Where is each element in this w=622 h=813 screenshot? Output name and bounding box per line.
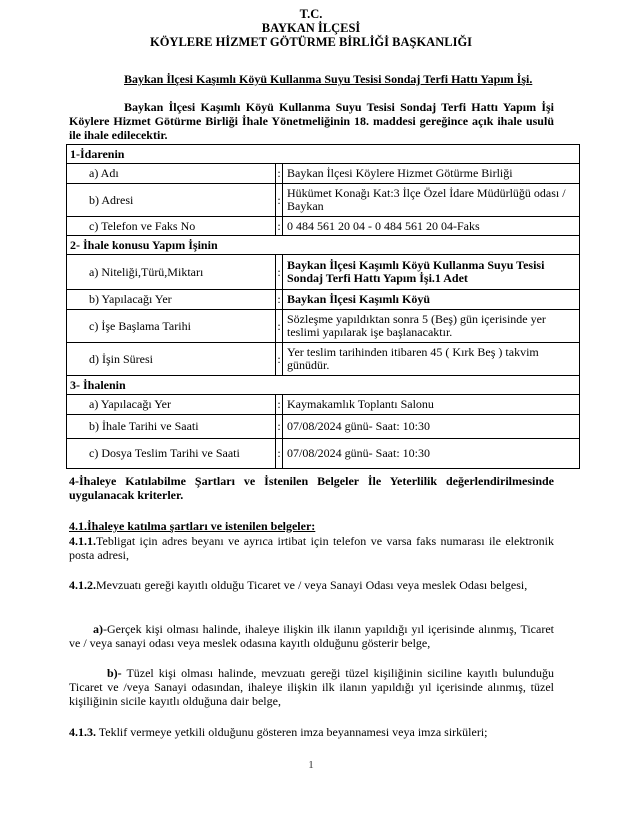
section-tender: 3- İhalenin [67, 376, 580, 395]
table-row: c) İşe Başlama Tarihi : Sözleşme yapıldıktan sonra 5 (Beş) gün içerisinde yer teslimi yapılarak işe başlanacaktır. [67, 310, 580, 343]
header-tc: T.C. [299, 7, 323, 21]
section-administration: 1-İdarenin [67, 145, 580, 164]
table-row: b) Adresi : Hükümet Konağı Kat:3 İlçe Özel İdare Müdürlüğü odası / Baykan [67, 184, 580, 217]
paragraph-4-1-3: 4.1.3. Teklif vermeye yetkili olduğunu gösteren imza beyannamesi veya imza sirküleri; [69, 725, 488, 739]
table-row: a) Niteliği,Türü,Miktarı : Baykan İlçesi Kaşımlı Köyü Kullanma Suyu Tesisi Sondaj Terfi Hattı Yapım İşi.1 Adet [67, 255, 580, 290]
paragraph-4-1-1: 4.1.1.Tebligat için adres beyanı ve ayrıca irtibat için telefon ve varsa faks numarası ile elektronik posta adresi, [69, 534, 554, 562]
header-district: BAYKAN İLÇESİ [261, 21, 361, 35]
table-row: d) İşin Süresi : Yer teslim tarihinden itibaren 45 ( Kırk Beş ) takvim günüdür. [67, 343, 580, 376]
paragraph-b: b)- Tüzel kişi olması halinde, mevzuatı gereği tüzel kişiliğinin siciline kayıtlı bulunduğu Ticaret ve /veya Sanayi odasından, ihaleye ilişkin ilk ilanın yapıldığı yıl içerisinde alınmış, tüzel kişiliğinin sicile kayıtlı olduğuna dair belge, [69, 666, 554, 708]
page-number: 1 [308, 759, 314, 771]
paragraph-4-1-2: 4.1.2.Mevzuatı gereği kayıtlı olduğu Ticaret ve / veya Sanayi Odası veya meslek Odası belgesi, [69, 578, 528, 592]
header-institution: KÖYLERE HİZMET GÖTÜRME BİRLİĞİ BAŞKANLIĞI [149, 35, 473, 49]
table-row: c) Dosya Teslim Tarihi ve Saati : 07/08/2024 günü- Saat: 10:30 [67, 439, 580, 469]
table-row: a) Yapılacağı Yer : Kaymakamlık Toplantı Salonu [67, 395, 580, 415]
intro-body: Baykan İlçesi Kaşımlı Köyü Kullanma Suyu Tesisi Sondaj Terfi Hattı Yapım İşi Köylere Hizmet Götürme Birliği İhale Yönetmeliğinin 18. maddesi gereğince açık ihale usulü ile ihale edilecektir. [69, 100, 554, 142]
tender-info-table [66, 144, 580, 469]
table-row: b) Yapılacağı Yer : Baykan İlçesi Kaşımlı Köyü [67, 290, 580, 310]
table-row: b) İhale Tarihi ve Saati : 07/08/2024 günü- Saat: 10:30 [67, 415, 580, 439]
table-row: c) Telefon ve Faks No : 0 484 561 20 04 - 0 484 561 20 04-Faks [67, 217, 580, 236]
intro-title: Baykan İlçesi Kaşımlı Köyü Kullanma Suyu Tesisi Sondaj Terfi Hattı Yapım İşi. [124, 72, 533, 86]
section-4-1-heading: 4.1.İhaleye katılma şartları ve istenilen belgeler: [69, 519, 316, 533]
paragraph-a: a)-Gerçek kişi olması halinde, ihaleye ilişkin ilk ilanın yapıldığı yıl içerisinde alınmış, Ticaret ve / veya sanayi odası veya meslek odasına kayıtlı olduğunu gösterir belge, [69, 622, 554, 650]
section-4-heading: 4-İhaleye Katılabilme Şartları ve İstenilen Belgeler İle Yeterlilik değerlendirilmesinde uygulanacak kriterler. [69, 474, 554, 502]
section-work-subject: 2- İhale konusu Yapım İşinin [67, 236, 580, 255]
table-row: a) Adı : Baykan İlçesi Köylere Hizmet Götürme Birliği [67, 164, 580, 184]
